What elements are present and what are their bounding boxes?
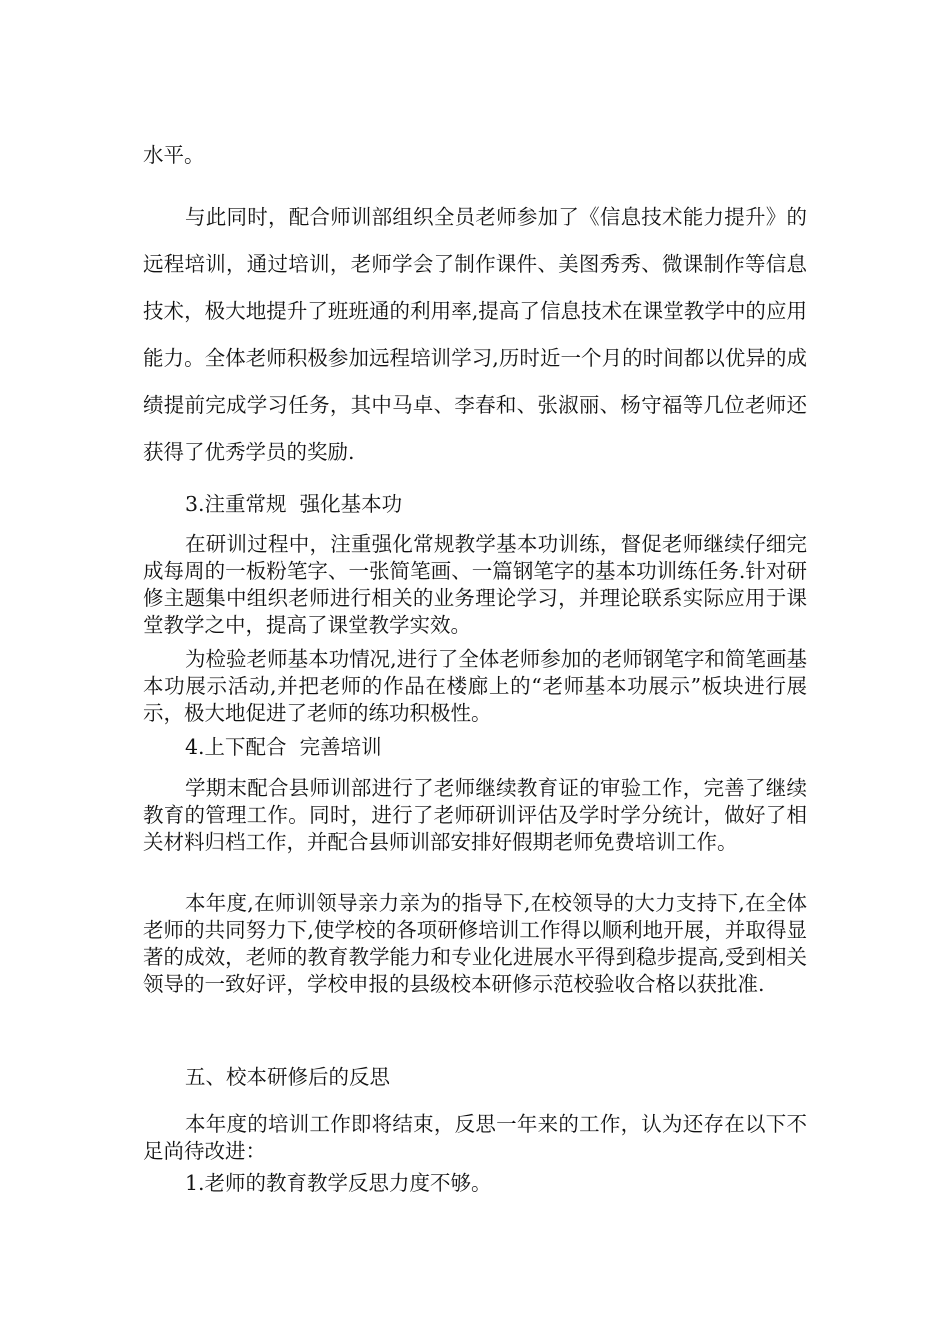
paragraph-skills-exhibition: 为检验老师基本功情况,进行了全体老师参加的老师钢笔字和简笔画基本功展示活动,并把老师的作品在楼廊上的“老师基本功展示”板块进行展示，极大地促进了老师的练功积极性。 bbox=[143, 647, 807, 725]
section-heading-5: 五、校本研修后的反思 bbox=[185, 1065, 390, 1089]
paragraph-year-summary: 本年度,在师训领导亲力亲为的指导下,在校领导的大力支持下,在全体老师的共同努力下,使学校的各项研修培训工作得以顺利地开展，并取得显著的成效，老师的教育教学能力和专业化进展水平得到稳步提高,受到相关领导的一致好评，学校申报的县级校本研修示范校验收合格以获批准. bbox=[143, 891, 807, 996]
paragraph-reflection: 本年度的培训工作即将结束，反思一年来的工作，认为还存在以下不足尚待改进： bbox=[143, 1112, 807, 1163]
section-heading-4: 4.上下配合 完善培训 bbox=[185, 735, 382, 759]
list-item-1: 1.老师的教育教学反思力度不够。 bbox=[185, 1171, 492, 1195]
paragraph-continuation: 水平。 bbox=[143, 143, 205, 167]
paragraph-semester-end: 学期末配合县师训部进行了老师继续教育证的审验工作，完善了继续教育的管理工作。同时，进行了老师研训评估及学时学分统计，做好了相关材料归档工作，并配合县师训部安排好假期老师免费培训工作。 bbox=[143, 776, 807, 854]
paragraph-basic-skills: 在研训过程中，注重强化常规教学基本功训练，督促老师继续仔细完成每周的一板粉笔字、一张简笔画、一篇钢笔字的基本功训练任务.针对研修主题集中组织老师进行相关的业务理论学习，并理论联系实际应用于课堂教学之中，提高了课堂教学实效。 bbox=[143, 532, 807, 637]
paragraph-info-tech-training: 与此同时，配合师训部组织全员老师参加了《信息技术能力提升》的远程培训，通过培训，老师学会了制作课件、美图秀秀、微课制作等信息技术，极大地提升了班班通的利用率,提高了信息技术在课堂教学中的应用能力。全体老师积极参加远程培训学习,历时近一个月的时间都以优异的成绩提前完成学习任务，其中马卓、李春和、张淑丽、杨守福等几位老师还获得了优秀学员的奖励. bbox=[143, 205, 807, 464]
section-heading-3: 3.注重常规 强化基本功 bbox=[185, 492, 403, 516]
